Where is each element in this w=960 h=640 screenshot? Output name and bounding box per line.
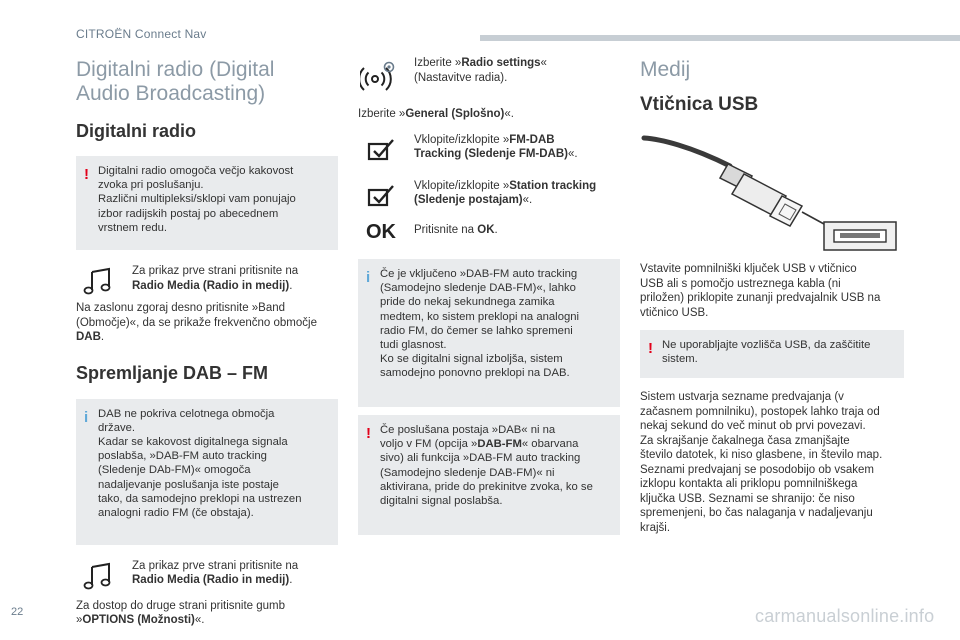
column-right [640,56,904,535]
ok-icon: OK [366,220,396,243]
watermark: carmanualsonline.info [755,606,935,626]
info-icon: i [366,269,371,286]
info-icon: i [84,408,89,426]
page-number: 22 [11,606,24,618]
info-box-auto-tracking: i Če je vključeno »DAB-FM auto tracking (Samodejno sledenje DAB-FM)«, lahko pride do nekaj sekundnega zamika medtem, ko sistem preklopi na analogni radio FM, do čemer se lahko spremeni tudi glasnost. Ko se digitalni signal izboljša, sistem samodejno ponovno preklopi na DAB. [358,259,620,407]
usb-plug-illustration [640,124,904,254]
warning-box-usb-hub: ! Ne uporabljajte vozlišča USB, da zaščitite sistem. [640,330,904,378]
options-paragraph: Za dostop do druge strani pritisnite gumb »OPTIONS (Možnosti)«. [76,599,286,626]
warning-box-digital-radio: ! Digitalni radio omogoča večjo kakovost zvoka pri poslušanju. Različni multipleksi/sklopi vam ponujajo izbor radijskih postaj po abecednem vrstnem redu. [76,156,338,250]
checkbox-icon [364,181,398,211]
warning-icon: ! [84,166,89,183]
warning-box-dab-unavailable: ! Če poslušana postaja »DAB« ni na voljo v FM (opcija »DAB-FM« obarvana sivo) ali funkcija »DAB-FM auto tracking (Samodejno sledenje DAB-FM)« ni aktivirana, pride do prekinitve zvoka, ko se digitalni signal poslabša. [358,415,620,535]
ok-instruction: OK Pritisnite na OK. [358,223,620,238]
info-box-dab-coverage: i DAB ne pokriva celotnega območja države. Kadar se kakovost digitalnega signala poslabša, »DAB-FM auto tracking (Sledenje DAb-FM)« omogoča nadaljevanje poslušanja iste postaje tako, da samodejno preklopi na ustrezen analogni radio FM (če obstaja). [76,399,338,545]
section-title-digital-radio: Digitalni radio [76,121,197,141]
music-instruction-2: Za prikaz prve strani pritisnite na Radio Media (Radio in medij). [76,559,338,588]
header-bar [480,35,960,41]
section-title-media: Medij [640,58,691,81]
section-title-usb: Vtičnica USB [640,94,759,115]
band-paragraph: Na zaslonu zgoraj desno pritisnite »Band (Območje)«, da se prikaže frekvenčno območje DAB. [76,302,317,343]
radio-settings-instruction: Izberite »Radio settings« (Nastavitve radia). [358,56,620,85]
header-title: CITROËN Connect Nav [76,27,207,41]
music-note-icon [82,266,116,296]
playlist-paragraph: Sistem ustvarja sezname predvajanja (v začasnem pomnilniku), postopek lahko traja od nekaj sekund do več minut ob prvi povezavi. Za skrajšanje čakalnega časa zmanjšajte število datotek, ki niso glasbene, in število map. Seznami predvajanj se posodobijo ob vsakem izklopu kontakta ali priklopu pomnilniškega ključka USB. Seznami se shranijo: če niso spremenjeni, bo čas nalaganja v nadaljevanju krajši. [640,391,883,534]
warning-icon: ! [366,425,371,442]
music-instruction-1: Za prikaz prve strani pritisnite na Radio Media (Radio in medij). [76,264,338,293]
usb-paragraph: Vstavite pomnilniški ključek USB v vtičnico USB ali s pomočjo ustreznega kabla (ni priložen) priklopite zunanji predvajalnik USB na vtičnico USB. [640,263,881,319]
column-left [76,56,338,628]
column-middle [358,56,620,535]
radio-settings-icon [360,58,400,92]
music-note-icon [82,561,116,591]
warning-icon: ! [648,340,653,357]
section-title-dab-fm: Spremljanje DAB – FM [76,362,269,383]
general-instruction: Izberite »General (Splošno)«. [358,108,514,120]
main-title: Digitalni radio (Digital Audio Broadcasting) [76,58,275,105]
station-tracking-instruction: Vklopite/izklopite »Station tracking (Sledenje postajam)«. [358,179,620,208]
checkbox-icon [364,135,398,165]
fm-dab-instruction: Vklopite/izklopite »FM-DAB Tracking (Sledenje FM-DAB)«. [358,133,620,162]
